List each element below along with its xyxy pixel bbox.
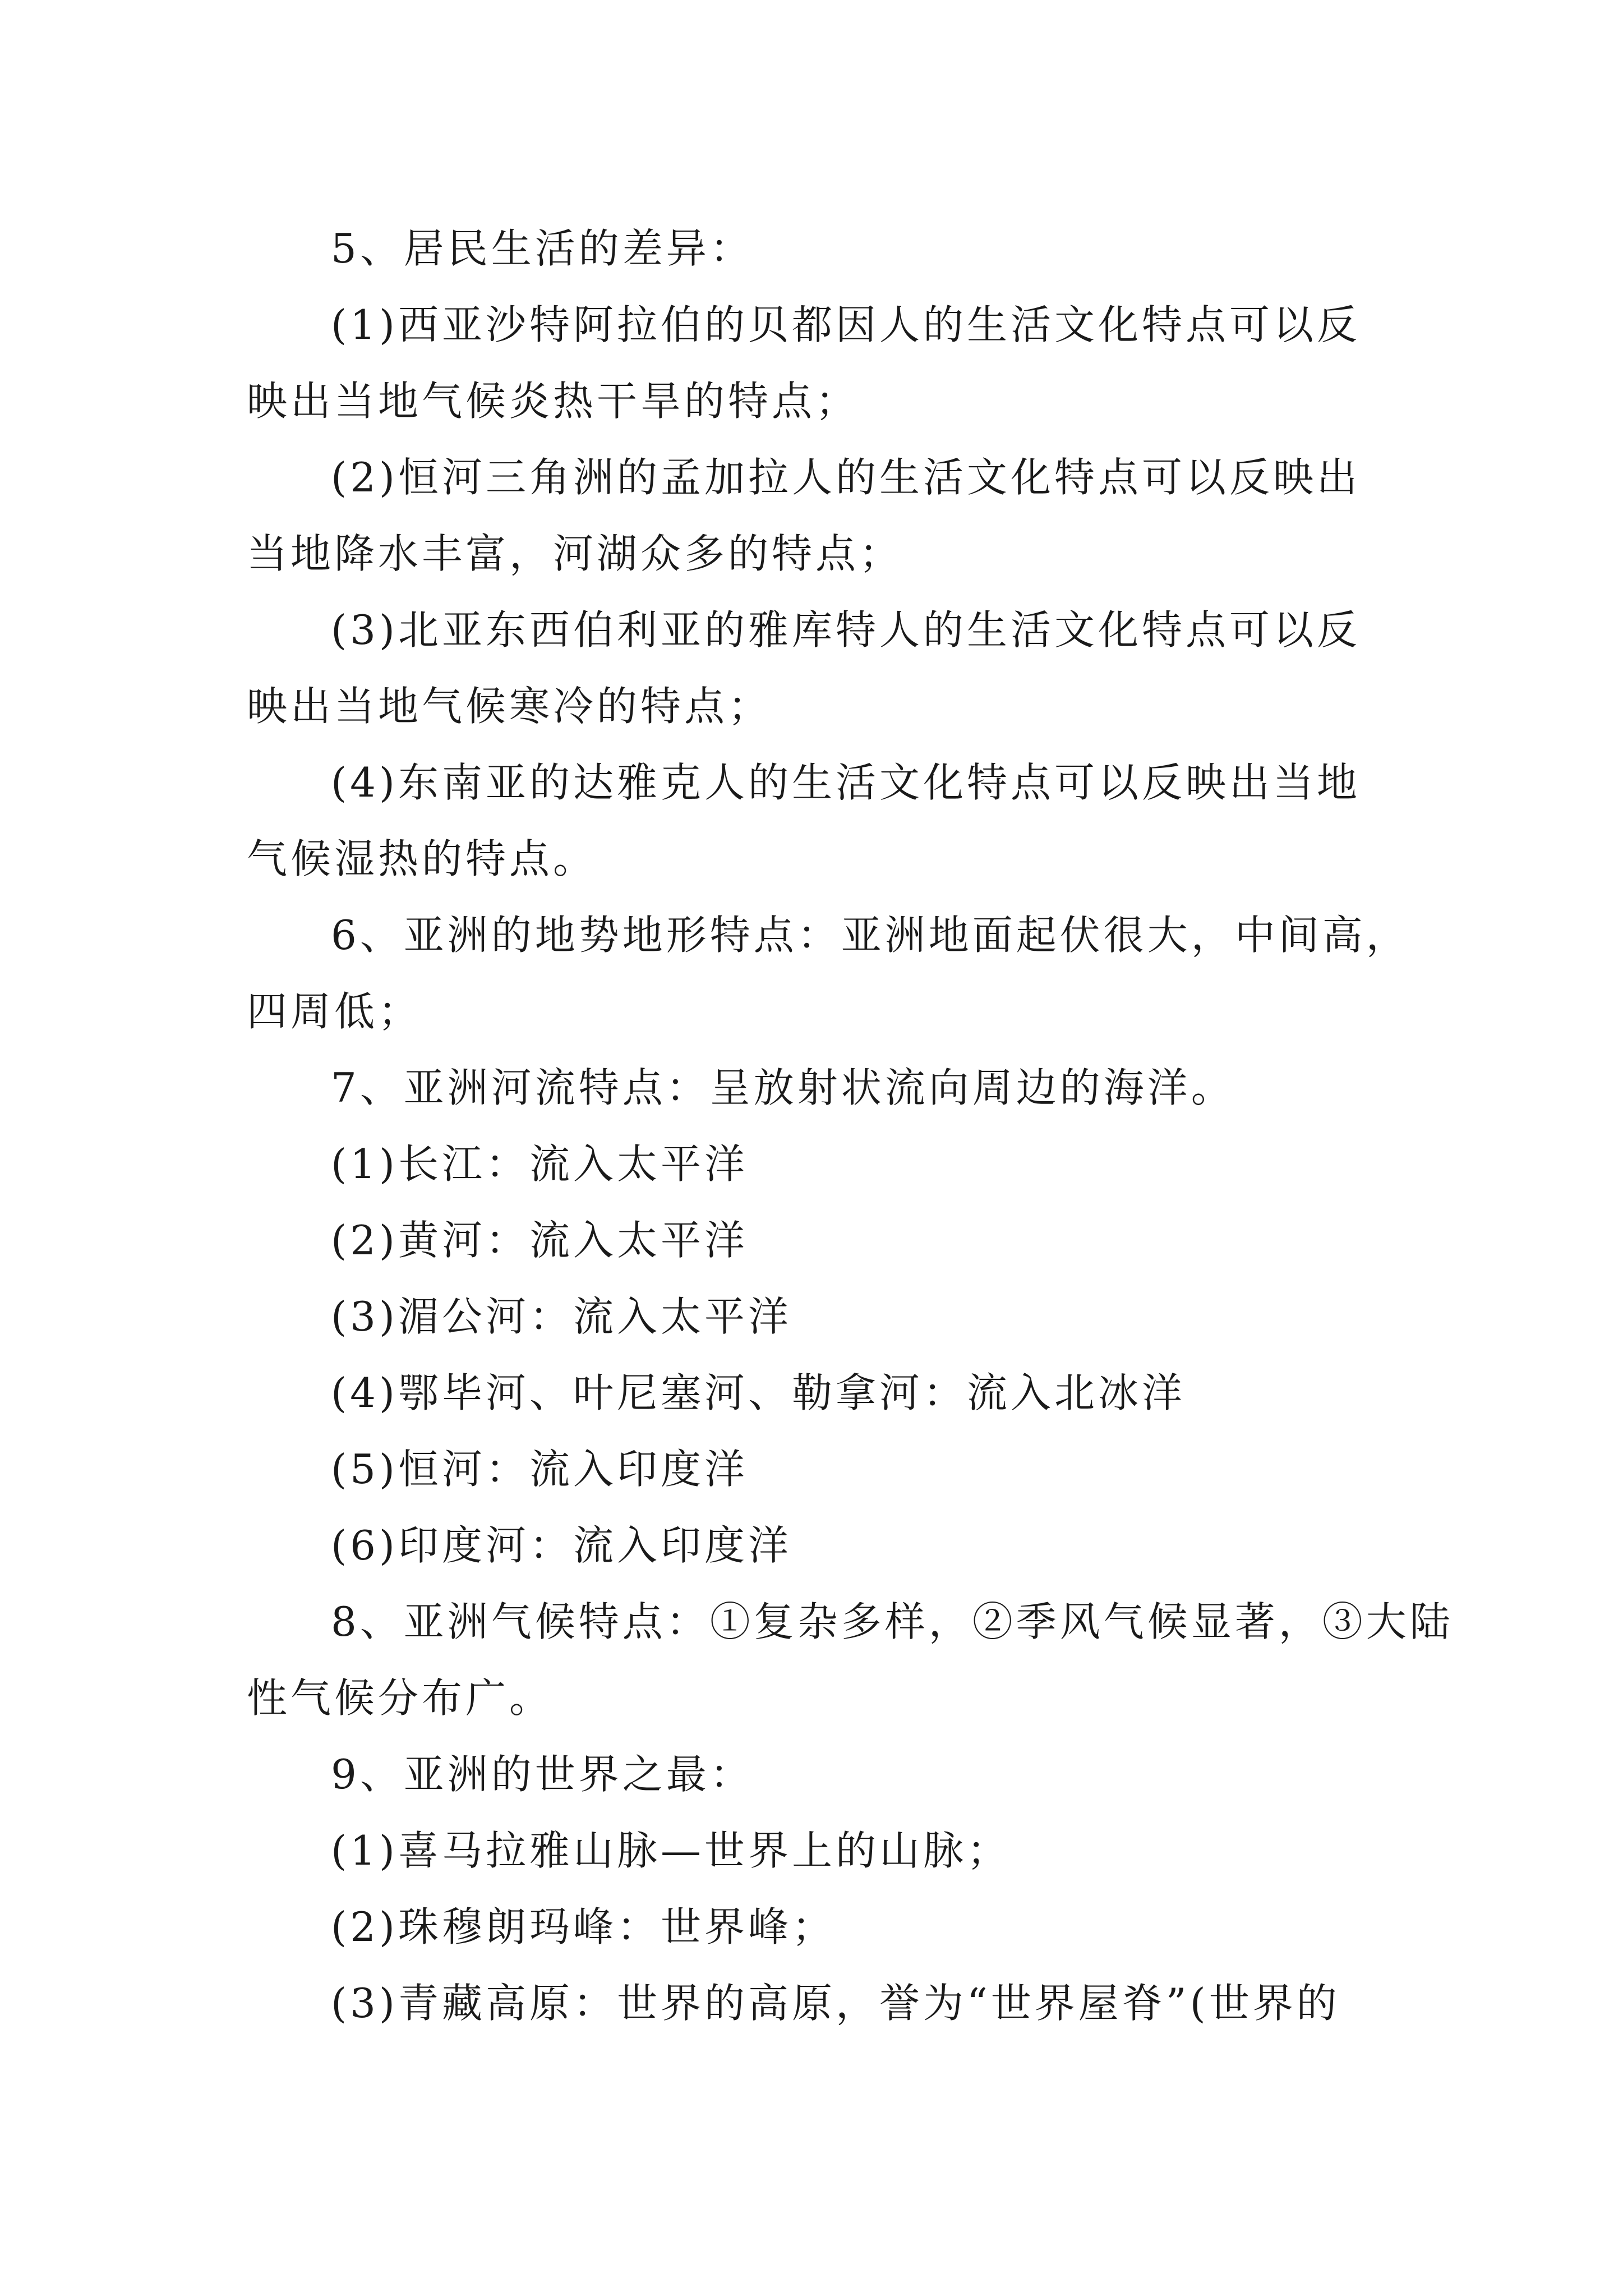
text-line: 8、亚洲气候特点：①复杂多样，②季风气候显著，③大陆	[331, 1598, 1454, 1645]
document-body	[247, 210, 1454, 2041]
text-line: 9、亚洲的世界之最：	[331, 1751, 754, 1798]
text-line: (3)湄公河：流入太平洋	[331, 1293, 792, 1340]
text-line: (4)鄂毕河、叶尼塞河、勒拿河：流入北冰洋	[331, 1369, 1186, 1416]
text-line: (2)黄河：流入太平洋	[331, 1217, 748, 1264]
text-line: 性气候分布广。	[247, 1674, 554, 1722]
text-line: 6、亚洲的地势地形特点：亚洲地面起伏很大，中间高，	[331, 912, 1410, 959]
text-line: 5、居民生活的差异：	[331, 225, 754, 272]
text-line: (3)青藏高原：世界的高原，誉为“世界屋脊”(世界的	[331, 1980, 1340, 2027]
text-line: (6)印度河：流入印度洋	[331, 1522, 792, 1569]
text-line: (1)西亚沙特阿拉伯的贝都因人的生活文化特点可以反	[331, 301, 1361, 348]
text-line: (1)喜马拉雅山脉—世界上的山脉；	[331, 1827, 1011, 1874]
text-line: 7、亚洲河流特点：呈放射状流向周边的海洋。	[331, 1064, 1235, 1111]
text-line: 当地降水丰富，河湖众多的特点；	[247, 530, 903, 577]
text-line: 气候湿热的特点。	[247, 835, 597, 882]
text-line: 映出当地气候寒冷的特点；	[247, 683, 772, 730]
text-line: (2)珠穆朗玛峰：世界峰；	[331, 1903, 836, 1950]
text-line: (3)北亚东西伯利亚的雅库特人的生活文化特点可以反	[331, 606, 1361, 654]
text-line: (5)恒河：流入印度洋	[331, 1446, 748, 1493]
text-line: (4)东南亚的达雅克人的生活文化特点可以反映出当地	[331, 759, 1361, 806]
text-line: 映出当地气候炎热干旱的特点；	[247, 378, 860, 425]
text-line: (1)长江：流入太平洋	[331, 1140, 748, 1188]
text-line: (2)恒河三角洲的孟加拉人的生活文化特点可以反映出	[331, 454, 1361, 501]
text-line: 四周低；	[247, 988, 422, 1035]
